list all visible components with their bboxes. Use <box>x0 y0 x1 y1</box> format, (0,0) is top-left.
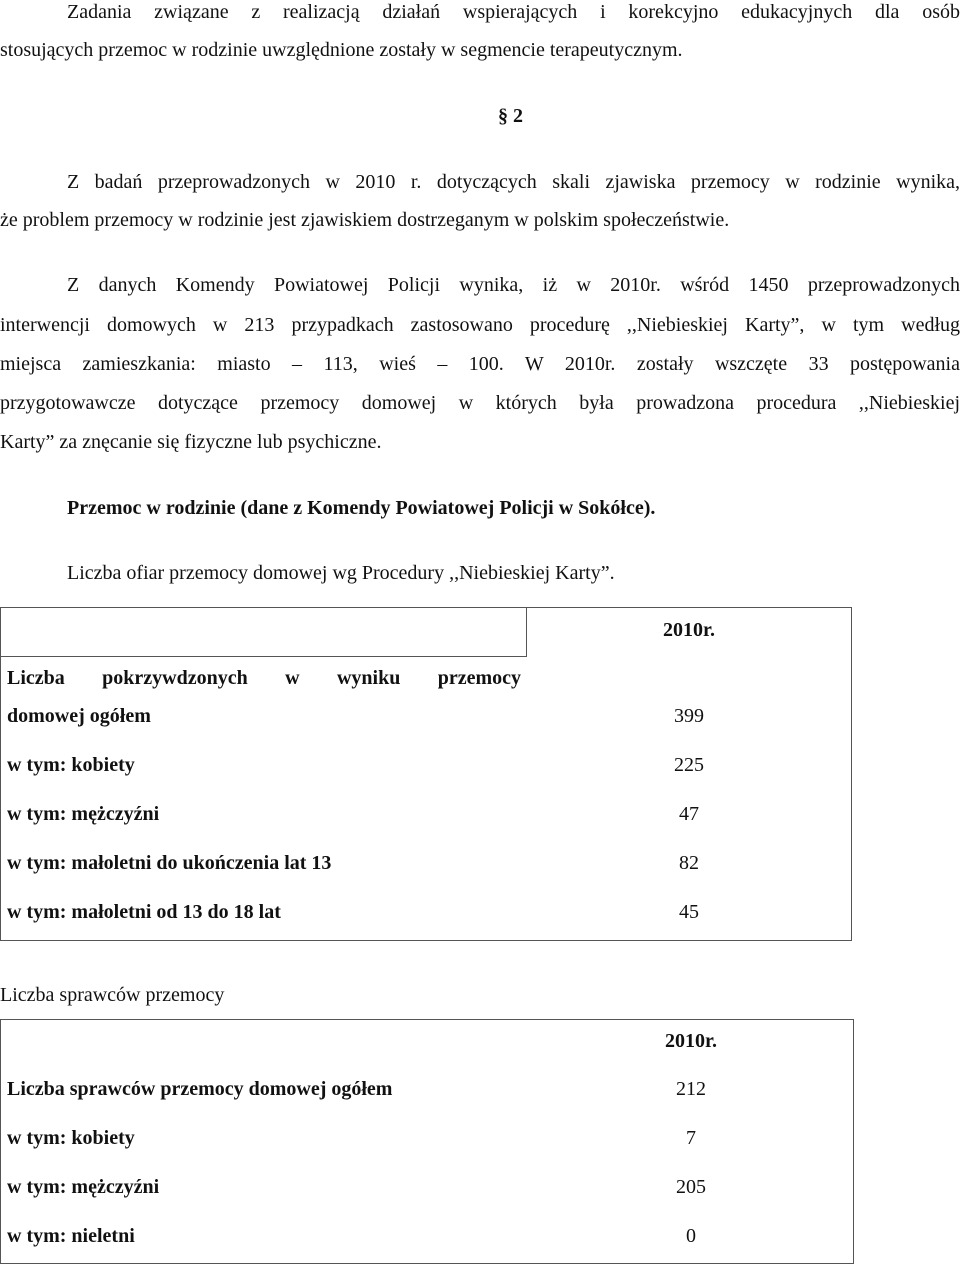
perpetrators-row-label: w tym: mężczyźni <box>7 1176 160 1198</box>
perpetrators-table <box>0 1019 854 1264</box>
intro-line-1: Zadania związane z realizacją działań wspierających i korekcyjno edukacyjnych dla osób <box>67 1 960 23</box>
perpetrators-row-label: Liczba sprawców przemocy domowej ogółem <box>7 1078 393 1100</box>
paragraph-2-line-3: miejsca zamieszkania: miasto – 113, wieś – 100. W 2010r. zostały wszczęte 33 postępowania <box>0 353 960 375</box>
paragraph-2-line-5: Karty” za znęcanie się fizyczne lub psychiczne. <box>0 431 382 453</box>
heading-main: Przemoc w rodzinie (dane z Komendy Powiatowej Policji w Sokółce). <box>67 497 656 519</box>
perpetrators-year-header: 2010r. <box>664 1030 718 1052</box>
perpetrators-row-label: w tym: nieletni <box>7 1225 135 1247</box>
perpetrators-row-value: 212 <box>676 1078 706 1100</box>
paragraph-2-line-4: przygotowawcze dotyczące przemocy domowej w których była prowadzona procedura ,,Niebieskiej <box>0 392 960 414</box>
perpetrators-row-value: 205 <box>676 1176 706 1198</box>
table-divider <box>526 608 527 656</box>
victims-row-value: 47 <box>679 803 699 825</box>
section-number: 2 <box>513 105 523 127</box>
section-symbol: § <box>498 105 508 127</box>
perpetrators-row-label: w tym: kobiety <box>7 1127 135 1149</box>
paragraph-2-line-1: Z danych Komendy Powiatowej Policji wynika, iż w 2010r. wśród 1450 przeprowadzonych <box>67 274 960 296</box>
victims-table <box>0 607 852 941</box>
victims-row-label: w tym: małoletni do ukończenia lat 13 <box>7 852 332 874</box>
intro-line-2: stosujących przemoc w rodzinie uwzględnione zostały w segmencie terapeutycznym. <box>0 39 683 61</box>
victims-row-value: 45 <box>679 901 699 923</box>
victims-row-label: w tym: małoletni od 13 do 18 lat <box>7 901 281 923</box>
heading-victims: Liczba ofiar przemocy domowej wg Procedury ,,Niebieskiej Karty”. <box>67 562 615 584</box>
paragraph-1-line-2: że problem przemocy w rodzinie jest zjawiskiem dostrzeganym w polskim społeczeństwie. <box>0 209 730 231</box>
paragraph-2-line-2: interwencji domowych w 213 przypadkach zastosowano procedurę ,,Niebieskiej Karty”, w tym według <box>0 314 960 336</box>
perpetrators-row-value: 7 <box>686 1127 696 1149</box>
paragraph-1-line-1: Z badań przeprowadzonych w 2010 r. dotyczących skali zjawiska przemocy w rodzinie wynika, <box>67 171 960 193</box>
victims-total-label-line-2: domowej ogółem <box>7 705 151 727</box>
heading-perpetrators: Liczba sprawców przemocy <box>0 984 225 1006</box>
victims-total-value: 399 <box>674 705 704 727</box>
victims-row-value: 225 <box>674 754 704 776</box>
victims-year-header: 2010r. <box>662 619 716 641</box>
victims-total-label-line-1: Liczba pokrzywdzonych w wyniku przemocy <box>7 667 521 689</box>
perpetrators-row-value: 0 <box>686 1225 696 1247</box>
section-marker <box>498 104 523 128</box>
table-divider <box>1 656 527 657</box>
victims-row-label: w tym: kobiety <box>7 754 135 776</box>
victims-row-value: 82 <box>679 852 699 874</box>
victims-row-label: w tym: mężczyźni <box>7 803 160 825</box>
